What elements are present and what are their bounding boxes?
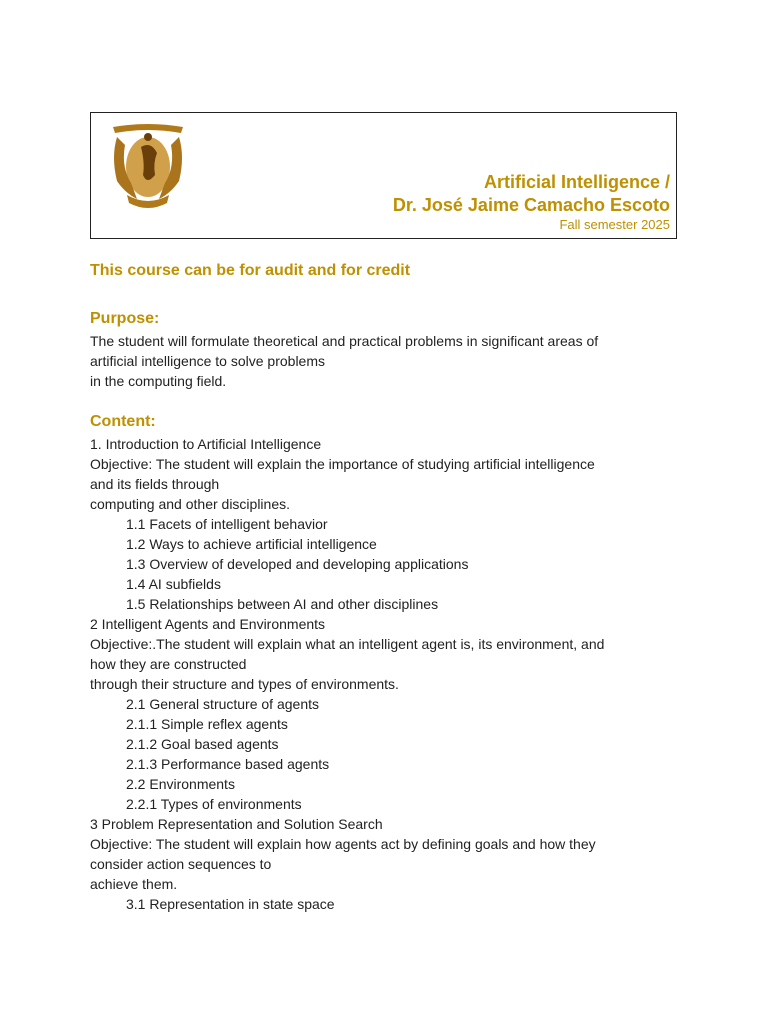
course-title-block: [393, 171, 670, 217]
unit-title: 1. Introduction to Artificial Intelligence: [90, 436, 322, 452]
topic-item: 1.4 AI subfields: [126, 576, 221, 592]
topic-item: 2.2 Environments: [126, 776, 235, 792]
topic-item: 1.2 Ways to achieve artificial intelligence: [126, 536, 377, 552]
text-line: in the computing field.: [90, 373, 227, 389]
course-header-box: [90, 112, 677, 239]
objective-text: Objective:.The student will explain what an intelligent agent is, its environment, and: [90, 636, 605, 652]
objective-text: consider action sequences to: [90, 856, 272, 872]
objective-text: Objective: The student will explain how agents act by defining goals and how they: [90, 836, 596, 852]
unit-title: 3 Problem Representation and Solution Search: [90, 816, 383, 832]
topic-item: 1.3 Overview of developed and developing applications: [126, 556, 469, 572]
topic-item: 2.1.3 Performance based agents: [126, 756, 330, 772]
topic-item: 3.1 Representation in state space: [126, 896, 335, 912]
unit-title: 2 Intelligent Agents and Environments: [90, 616, 326, 632]
semester-label: Fall semester 2025: [559, 217, 670, 232]
text-line: artificial intelligence to solve problems: [90, 353, 325, 369]
topic-item: 1.1 Facets of intelligent behavior: [126, 516, 328, 532]
purpose-heading: Purpose:: [90, 310, 160, 327]
objective-text: through their structure and types of environments.: [90, 676, 399, 692]
objective-text: computing and other disciplines.: [90, 496, 291, 512]
topic-item: 1.5 Relationships between AI and other disciplines: [126, 596, 439, 612]
content-heading: Content:: [90, 413, 156, 430]
topic-item: 2.2.1 Types of environments: [126, 796, 302, 812]
topic-item: 2.1.2 Goal based agents: [126, 736, 279, 752]
university-seal-icon: [107, 123, 189, 209]
instructor-name: Dr. José Jaime Camacho Escoto: [392, 195, 670, 215]
audit-credit-notice: This course can be for audit and for credit: [90, 262, 411, 279]
topic-item: 2.1.1 Simple reflex agents: [126, 716, 288, 732]
course-title: Artificial Intelligence /: [483, 172, 670, 192]
purpose-text: [90, 331, 680, 391]
topic-item: 2.1 General structure of agents: [126, 696, 319, 712]
objective-text: and its fields through: [90, 476, 220, 492]
objective-text: achieve them.: [90, 876, 178, 892]
content-outline: [90, 434, 680, 914]
objective-text: how they are constructed: [90, 656, 247, 672]
objective-text: Objective: The student will explain the importance of studying artificial intelligence: [90, 456, 595, 472]
text-line: The student will formulate theoretical and practical problems in significant areas of: [90, 333, 599, 349]
